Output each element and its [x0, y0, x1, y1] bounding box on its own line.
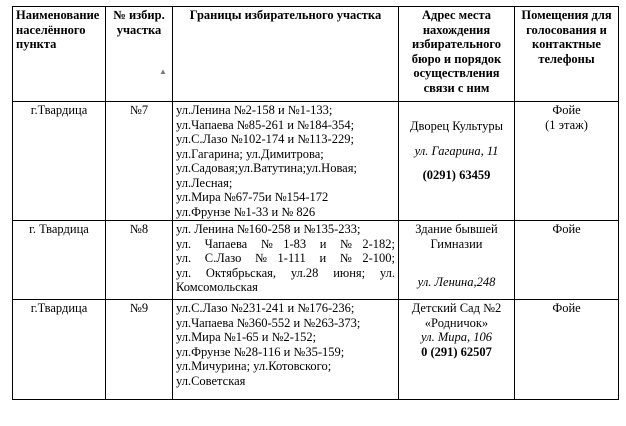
- room-name: Фойе: [552, 103, 581, 117]
- station-number-cell: №8: [106, 221, 173, 300]
- address-cell: [399, 300, 515, 400]
- header-station-number: № избир. участка: [106, 7, 173, 102]
- address-building: Дворец Культуры: [410, 119, 503, 133]
- address-building: Детский Сад №2 «Родничок»: [411, 301, 502, 330]
- polling-stations-table: [12, 6, 619, 400]
- boundary-line: ул.Ленина №2-158 и №1-133;: [176, 103, 333, 117]
- boundary-line: ул.Мира №1-65 и №2-152;: [176, 330, 317, 344]
- table-row: [13, 221, 619, 300]
- header-address: Адрес места нахождения избирательного бюро и порядок осуществления связи с ним: [399, 7, 515, 102]
- boundary-line: ул.Лесная;: [176, 175, 233, 190]
- rooms-cell: [515, 300, 619, 400]
- settlement-cell: г. Твардица: [13, 221, 106, 300]
- boundary-line: ул.Фрунзе №28-116 и №35-159;: [176, 344, 345, 359]
- address-phone: 0 (291) 62507: [421, 344, 492, 359]
- room-floor: (1 этаж): [545, 117, 588, 132]
- address-street: ул. Гагарина, 11: [414, 143, 499, 158]
- boundary-line: ул.Мира №67-75и №154-172: [176, 190, 329, 204]
- room-name: Фойе: [552, 301, 581, 315]
- boundary-line: ул.Советская: [176, 373, 246, 388]
- address-street: ул. Ленина,248: [417, 275, 496, 289]
- table-row: [13, 102, 619, 221]
- address-building: Здание бывшей Гимназии: [415, 222, 498, 251]
- address-cell: [399, 221, 515, 300]
- boundary-line: Комсомольская: [176, 280, 258, 294]
- boundary-line: ул.Мичурина; ул.Котовского;: [176, 359, 332, 373]
- rooms-cell: [515, 102, 619, 221]
- room-name: Фойе: [552, 222, 581, 236]
- boundary-line: ул. Чапаева №1-83 и №2-182;: [176, 236, 395, 251]
- stray-mark: ▲: [159, 67, 167, 76]
- boundary-line: ул. Ленина №160-258 и №135-233;: [176, 222, 361, 236]
- settlement-cell: г.Твардица: [13, 102, 106, 221]
- address-street: ул. Мира, 106: [420, 330, 493, 344]
- station-number-cell: №7: [106, 102, 173, 221]
- boundary-line: ул.Садовая;ул.Ватутина;ул.Новая;: [176, 161, 357, 175]
- boundary-line: ул. С.Лазо №1-111 и №2-100;: [176, 251, 395, 265]
- settlement-cell: г.Твардица: [13, 300, 106, 400]
- header-boundaries: Границы избирательного участка: [173, 7, 399, 102]
- boundary-line: ул.Чапаева №360-552 и №263-373;: [176, 315, 361, 330]
- boundary-line: ул.Чапаева №85-261 и №184-354;: [176, 117, 355, 132]
- header-settlement: Наименование населённого пункта: [13, 7, 106, 102]
- rooms-cell: [515, 221, 619, 300]
- address-phone: (0291) 63459: [422, 168, 491, 182]
- boundary-line: ул.С.Лазо №231-241 и №176-236;: [176, 301, 355, 315]
- boundaries-cell: [173, 102, 399, 221]
- boundary-line: ул.С.Лазо №102-174 и №113-229;: [176, 132, 354, 146]
- address-cell: [399, 102, 515, 221]
- boundaries-cell: [173, 221, 399, 300]
- header-rooms: Помещения для голосования и контактные телефоны: [515, 7, 619, 102]
- boundary-line: ул.Фрунзе №1-33 и № 826: [176, 204, 316, 219]
- table-header-row: [13, 7, 619, 102]
- boundary-line: ул. Октябрьская, ул.28 июня; ул.: [176, 265, 395, 280]
- boundary-line: ул.Гагарина; ул.Димитрова;: [176, 146, 324, 161]
- table-row: [13, 300, 619, 400]
- boundaries-cell: [173, 300, 399, 400]
- station-number-cell: №9: [106, 300, 173, 400]
